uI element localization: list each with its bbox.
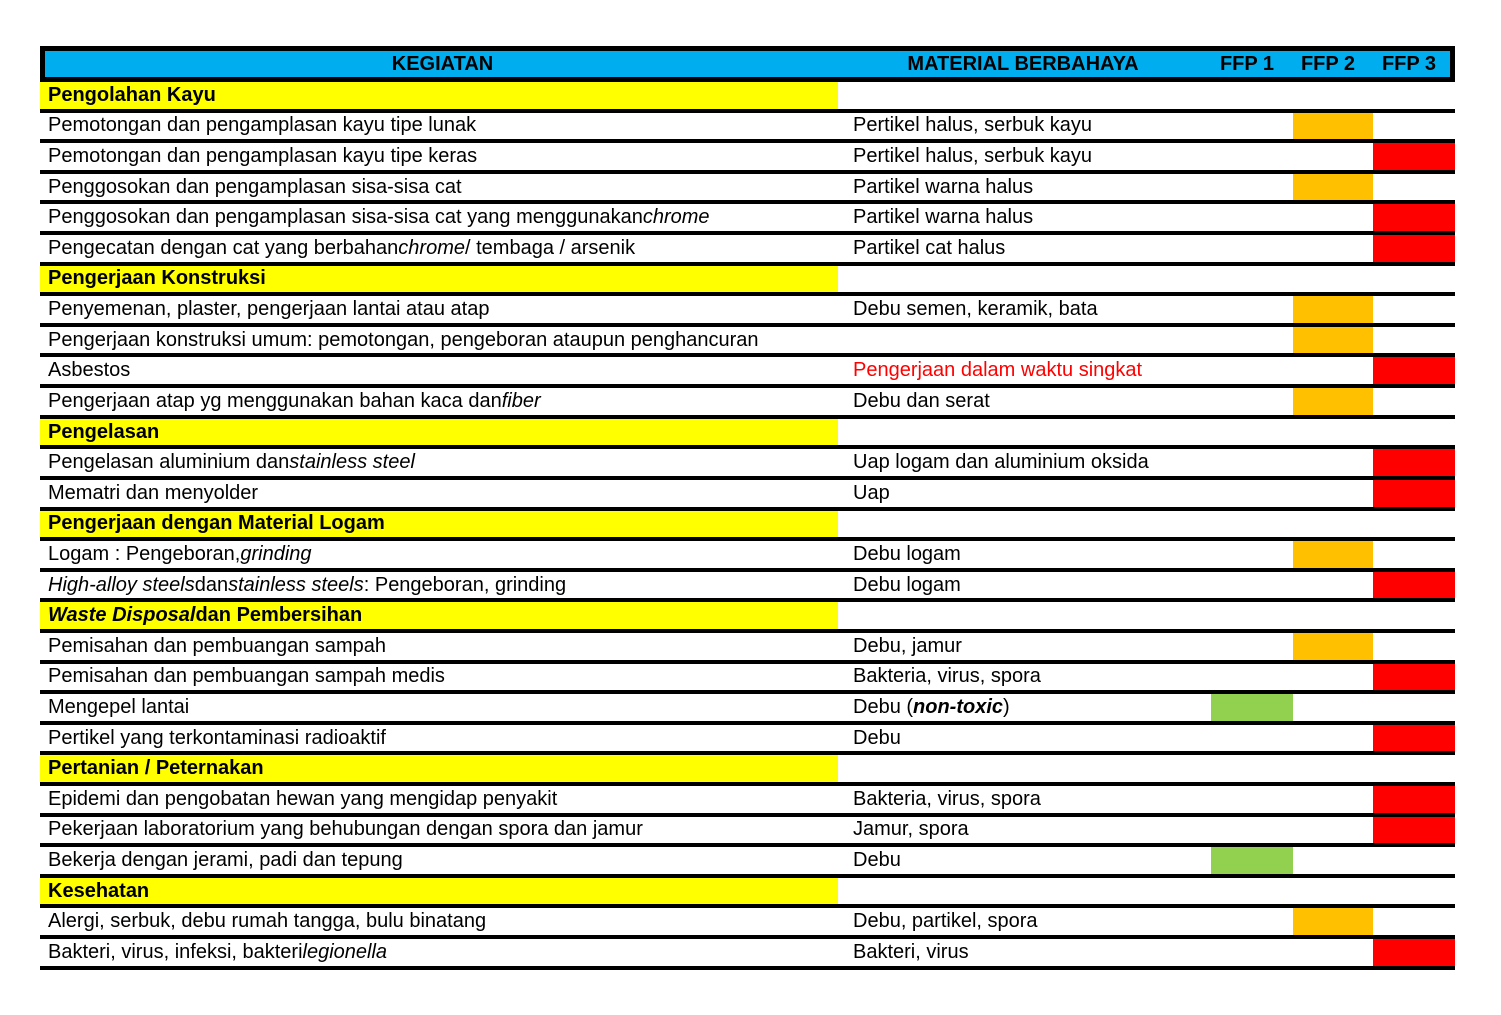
ffp2-cell-marked bbox=[1293, 633, 1373, 660]
ffp1-cell bbox=[1211, 480, 1293, 507]
table-row bbox=[40, 449, 1455, 480]
activity-cell bbox=[40, 847, 845, 874]
text-segment: Alergi, serbuk, debu rumah tangga, bulu binatang bbox=[48, 910, 487, 933]
material-cell bbox=[845, 817, 1211, 844]
table-row bbox=[40, 694, 1455, 725]
material-cell bbox=[845, 725, 1211, 752]
ffp2-cell bbox=[1293, 847, 1373, 874]
column-header-ffp2: FFP 2 bbox=[1300, 52, 1356, 75]
text-segment: High-alloy steels bbox=[48, 573, 195, 596]
text-segment: Bakteri, virus bbox=[853, 940, 969, 963]
ffp3-cell bbox=[1373, 908, 1455, 935]
ffp2-cell bbox=[1293, 480, 1373, 507]
activity-cell bbox=[40, 725, 845, 752]
text-segment: Mengepel lantai bbox=[48, 695, 190, 718]
text-segment: Jamur, spora bbox=[853, 818, 969, 841]
ffp2-cell-marked bbox=[1293, 113, 1373, 140]
ffp-respirator-table bbox=[40, 46, 1455, 970]
activity-cell bbox=[40, 327, 845, 354]
ffp3-cell bbox=[1373, 388, 1455, 415]
ffp1-cell bbox=[1211, 939, 1293, 966]
ffp1-cell bbox=[1211, 633, 1293, 660]
activity-cell bbox=[40, 908, 845, 935]
material-cell bbox=[845, 204, 1211, 231]
section-header-row bbox=[40, 755, 1455, 786]
activity-cell bbox=[40, 939, 845, 966]
table-row bbox=[40, 664, 1455, 695]
text-segment: Penggosokan dan pengamplasan sisa-sisa cat bbox=[48, 175, 462, 198]
text-segment: Penyemenan, plaster, pengerjaan lantai atau atap bbox=[48, 298, 490, 321]
ffp2-cell bbox=[1293, 143, 1373, 170]
material-cell bbox=[845, 113, 1211, 140]
material-cell bbox=[845, 235, 1211, 262]
ffp1-cell bbox=[1211, 449, 1293, 476]
text-segment: Debu logam bbox=[853, 573, 961, 596]
ffp3-cell bbox=[1373, 847, 1455, 874]
ffp2-cell-marked bbox=[1293, 541, 1373, 568]
text-segment: Pekerjaan laboratorium yang behubungan dengan spora dan jamur bbox=[48, 818, 643, 841]
material-cell bbox=[845, 327, 1211, 354]
material-cell bbox=[845, 939, 1211, 966]
ffp3-cell-marked bbox=[1373, 572, 1455, 599]
activity-cell bbox=[40, 786, 845, 813]
text-segment: Pengelasan aluminium dan bbox=[48, 451, 290, 474]
ffp2-cell-marked bbox=[1293, 388, 1373, 415]
activity-cell bbox=[40, 480, 845, 507]
text-segment: Pertikel halus, serbuk kayu bbox=[853, 145, 1093, 168]
text-segment: Pengerjaan konstruksi umum: pemotongan, pengeboran ataupun penghancuran bbox=[48, 328, 759, 351]
text-segment: chrome bbox=[642, 206, 710, 229]
text-segment: Pengelasan bbox=[48, 420, 160, 443]
text-segment: Penggosokan dan pengamplasan sisa-sisa cat yang menggunakan bbox=[48, 206, 643, 229]
table-body bbox=[40, 82, 1455, 970]
material-cell bbox=[845, 296, 1211, 323]
ffp3-cell-marked bbox=[1373, 235, 1455, 262]
table-row bbox=[40, 113, 1455, 144]
ffp3-cell-marked bbox=[1373, 725, 1455, 752]
table-row bbox=[40, 204, 1455, 235]
ffp2-cell bbox=[1293, 204, 1373, 231]
text-segment: Pengerjaan Konstruksi bbox=[48, 267, 266, 290]
table-row bbox=[40, 480, 1455, 511]
ffp2-cell bbox=[1293, 572, 1373, 599]
material-cell bbox=[845, 357, 1211, 384]
section-title bbox=[40, 755, 838, 782]
ffp2-cell bbox=[1293, 357, 1373, 384]
text-segment: Pertikel yang terkontaminasi radioaktif bbox=[48, 726, 386, 749]
ffp1-cell bbox=[1211, 357, 1293, 384]
text-segment: Pengerjaan dalam waktu singkat bbox=[853, 359, 1143, 382]
ffp3-cell-marked bbox=[1373, 449, 1455, 476]
text-segment: Debu bbox=[853, 849, 901, 872]
text-segment: : Pengeboran, grinding bbox=[363, 573, 567, 596]
text-segment: Partikel warna halus bbox=[853, 206, 1034, 229]
text-segment: Pemotongan dan pengamplasan kayu tipe lunak bbox=[48, 114, 477, 137]
text-segment: Bakteria, virus, spora bbox=[853, 665, 1041, 688]
ffp3-cell bbox=[1373, 633, 1455, 660]
table-row bbox=[40, 908, 1455, 939]
column-header-material-berbahaya: MATERIAL BERBAHAYA bbox=[907, 52, 1139, 75]
ffp2-cell-marked bbox=[1293, 908, 1373, 935]
section-title bbox=[40, 602, 838, 629]
ffp3-cell-marked bbox=[1373, 786, 1455, 813]
text-segment: / tembaga / arsenik bbox=[465, 236, 636, 259]
text-segment: Pengolahan Kayu bbox=[48, 83, 216, 106]
text-segment: Kesehatan bbox=[48, 879, 150, 902]
section-header-row bbox=[40, 511, 1455, 542]
ffp3-cell-marked bbox=[1373, 664, 1455, 691]
ffp3-cell-marked bbox=[1373, 204, 1455, 231]
ffp1-cell-marked bbox=[1211, 694, 1293, 721]
table-row bbox=[40, 939, 1455, 970]
ffp1-cell bbox=[1211, 174, 1293, 201]
ffp2-cell-marked bbox=[1293, 327, 1373, 354]
ffp1-cell bbox=[1211, 541, 1293, 568]
table-row bbox=[40, 174, 1455, 205]
ffp2-cell-marked bbox=[1293, 296, 1373, 323]
material-cell bbox=[845, 664, 1211, 691]
ffp1-cell bbox=[1211, 664, 1293, 691]
ffp3-cell-marked bbox=[1373, 817, 1455, 844]
ffp2-cell bbox=[1293, 449, 1373, 476]
material-cell bbox=[845, 541, 1211, 568]
activity-cell bbox=[40, 541, 845, 568]
text-segment: dan Pembersihan bbox=[195, 604, 363, 627]
text-segment: Partikel cat halus bbox=[853, 236, 1006, 259]
activity-cell bbox=[40, 572, 845, 599]
ffp1-cell bbox=[1211, 143, 1293, 170]
table-row bbox=[40, 357, 1455, 388]
material-cell bbox=[845, 174, 1211, 201]
activity-cell bbox=[40, 664, 845, 691]
section-title bbox=[40, 266, 838, 293]
material-cell bbox=[845, 480, 1211, 507]
text-segment: Mematri dan menyolder bbox=[48, 481, 259, 504]
column-header-kegiatan: KEGIATAN bbox=[391, 52, 494, 75]
table-row bbox=[40, 296, 1455, 327]
ffp1-cell bbox=[1211, 327, 1293, 354]
ffp3-cell-marked bbox=[1373, 939, 1455, 966]
table-row bbox=[40, 388, 1455, 419]
ffp1-cell bbox=[1211, 908, 1293, 935]
activity-cell bbox=[40, 817, 845, 844]
text-segment: chrome bbox=[398, 236, 465, 259]
text-segment: legionella bbox=[302, 940, 388, 963]
ffp3-cell bbox=[1373, 296, 1455, 323]
section-title bbox=[40, 419, 838, 446]
table-row bbox=[40, 847, 1455, 878]
text-segment: Pengerjaan atap yg menggunakan bahan kaca dan bbox=[48, 389, 502, 412]
ffp2-cell-marked bbox=[1293, 174, 1373, 201]
text-segment: stainless steels bbox=[228, 573, 364, 596]
text-segment: Debu, jamur bbox=[853, 634, 962, 657]
text-segment: Pengerjaan dengan Material Logam bbox=[48, 512, 385, 535]
text-segment: Epidemi dan pengobatan hewan yang mengidap penyakit bbox=[48, 787, 558, 810]
activity-cell bbox=[40, 357, 845, 384]
text-segment: Waste Disposal bbox=[48, 604, 196, 627]
material-cell bbox=[845, 143, 1211, 170]
ffp2-cell bbox=[1293, 817, 1373, 844]
activity-cell bbox=[40, 204, 845, 231]
table-row bbox=[40, 327, 1455, 358]
activity-cell bbox=[40, 235, 845, 262]
column-header-ffp3: FFP 3 bbox=[1381, 52, 1437, 75]
section-header-row bbox=[40, 266, 1455, 297]
ffp3-cell bbox=[1373, 174, 1455, 201]
column-header-ffp1: FFP 1 bbox=[1219, 52, 1275, 75]
text-segment: Bakteria, virus, spora bbox=[853, 787, 1041, 810]
table-row bbox=[40, 725, 1455, 756]
ffp1-cell bbox=[1211, 113, 1293, 140]
section-header-row bbox=[40, 878, 1455, 909]
ffp3-cell-marked bbox=[1373, 143, 1455, 170]
text-segment: Debu logam bbox=[853, 542, 961, 565]
ffp1-cell-marked bbox=[1211, 847, 1293, 874]
table-row bbox=[40, 572, 1455, 603]
table-row bbox=[40, 143, 1455, 174]
text-segment: Debu bbox=[853, 726, 901, 749]
table-row bbox=[40, 817, 1455, 848]
text-segment: Partikel warna halus bbox=[853, 175, 1034, 198]
activity-cell bbox=[40, 296, 845, 323]
text-segment: non-toxic bbox=[913, 695, 1004, 718]
text-segment: Debu dan serat bbox=[853, 389, 990, 412]
section-title bbox=[40, 82, 838, 109]
ffp1-cell bbox=[1211, 572, 1293, 599]
ffp3-cell bbox=[1373, 327, 1455, 354]
text-segment: Uap bbox=[853, 481, 890, 504]
text-segment: stainless steel bbox=[289, 451, 415, 474]
ffp1-cell bbox=[1211, 296, 1293, 323]
text-segment: grinding bbox=[240, 542, 312, 565]
activity-cell bbox=[40, 174, 845, 201]
ffp3-cell-marked bbox=[1373, 480, 1455, 507]
ffp2-cell bbox=[1293, 786, 1373, 813]
table-row bbox=[40, 633, 1455, 664]
material-cell bbox=[845, 633, 1211, 660]
text-segment: Pemotongan dan pengamplasan kayu tipe keras bbox=[48, 145, 478, 168]
activity-cell bbox=[40, 449, 845, 476]
ffp2-cell bbox=[1293, 694, 1373, 721]
ffp3-cell-marked bbox=[1373, 357, 1455, 384]
activity-cell bbox=[40, 694, 845, 721]
activity-cell bbox=[40, 143, 845, 170]
table-row bbox=[40, 541, 1455, 572]
ffp2-cell bbox=[1293, 725, 1373, 752]
ffp1-cell bbox=[1211, 725, 1293, 752]
ffp3-cell bbox=[1373, 541, 1455, 568]
ffp1-cell bbox=[1211, 388, 1293, 415]
material-cell bbox=[845, 847, 1211, 874]
ffp1-cell bbox=[1211, 786, 1293, 813]
ffp1-cell bbox=[1211, 235, 1293, 262]
text-segment: fiber bbox=[501, 389, 541, 412]
text-segment: Debu semen, keramik, bata bbox=[853, 298, 1098, 321]
section-header-row bbox=[40, 82, 1455, 113]
activity-cell bbox=[40, 633, 845, 660]
text-segment: ) bbox=[1003, 695, 1010, 718]
activity-cell bbox=[40, 113, 845, 140]
ffp1-cell bbox=[1211, 817, 1293, 844]
activity-cell bbox=[40, 388, 845, 415]
text-segment: Pertanian / Peternakan bbox=[48, 757, 264, 780]
table-header-row bbox=[40, 46, 1455, 82]
material-cell bbox=[845, 908, 1211, 935]
text-segment: Pertikel halus, serbuk kayu bbox=[853, 114, 1093, 137]
section-header-row bbox=[40, 602, 1455, 633]
table-row bbox=[40, 235, 1455, 266]
table-row bbox=[40, 786, 1455, 817]
text-segment: dan bbox=[194, 573, 229, 596]
text-segment: Bekerja dengan jerami, padi dan tepung bbox=[48, 849, 403, 872]
ffp3-cell bbox=[1373, 694, 1455, 721]
material-cell bbox=[845, 449, 1211, 476]
text-segment: Uap logam dan aluminium oksida bbox=[853, 451, 1149, 474]
text-segment: Pengecatan dengan cat yang berbahan bbox=[48, 236, 399, 259]
text-segment: Debu, partikel, spora bbox=[853, 910, 1038, 933]
material-cell bbox=[845, 388, 1211, 415]
text-segment: Logam : Pengeboran, bbox=[48, 542, 241, 565]
material-cell bbox=[845, 786, 1211, 813]
ffp2-cell bbox=[1293, 939, 1373, 966]
material-cell bbox=[845, 694, 1211, 721]
text-segment: Debu ( bbox=[853, 695, 914, 718]
ffp1-cell bbox=[1211, 204, 1293, 231]
material-cell bbox=[845, 572, 1211, 599]
section-header-row bbox=[40, 419, 1455, 450]
ffp2-cell bbox=[1293, 235, 1373, 262]
ffp2-cell bbox=[1293, 664, 1373, 691]
text-segment: Asbestos bbox=[48, 359, 131, 382]
ffp3-cell bbox=[1373, 113, 1455, 140]
text-segment: Pemisahan dan pembuangan sampah medis bbox=[48, 665, 445, 688]
section-title bbox=[40, 878, 838, 905]
text-segment: Pemisahan dan pembuangan sampah bbox=[48, 634, 387, 657]
section-title bbox=[40, 511, 838, 538]
text-segment: Bakteri, virus, infeksi, bakteri bbox=[48, 940, 303, 963]
